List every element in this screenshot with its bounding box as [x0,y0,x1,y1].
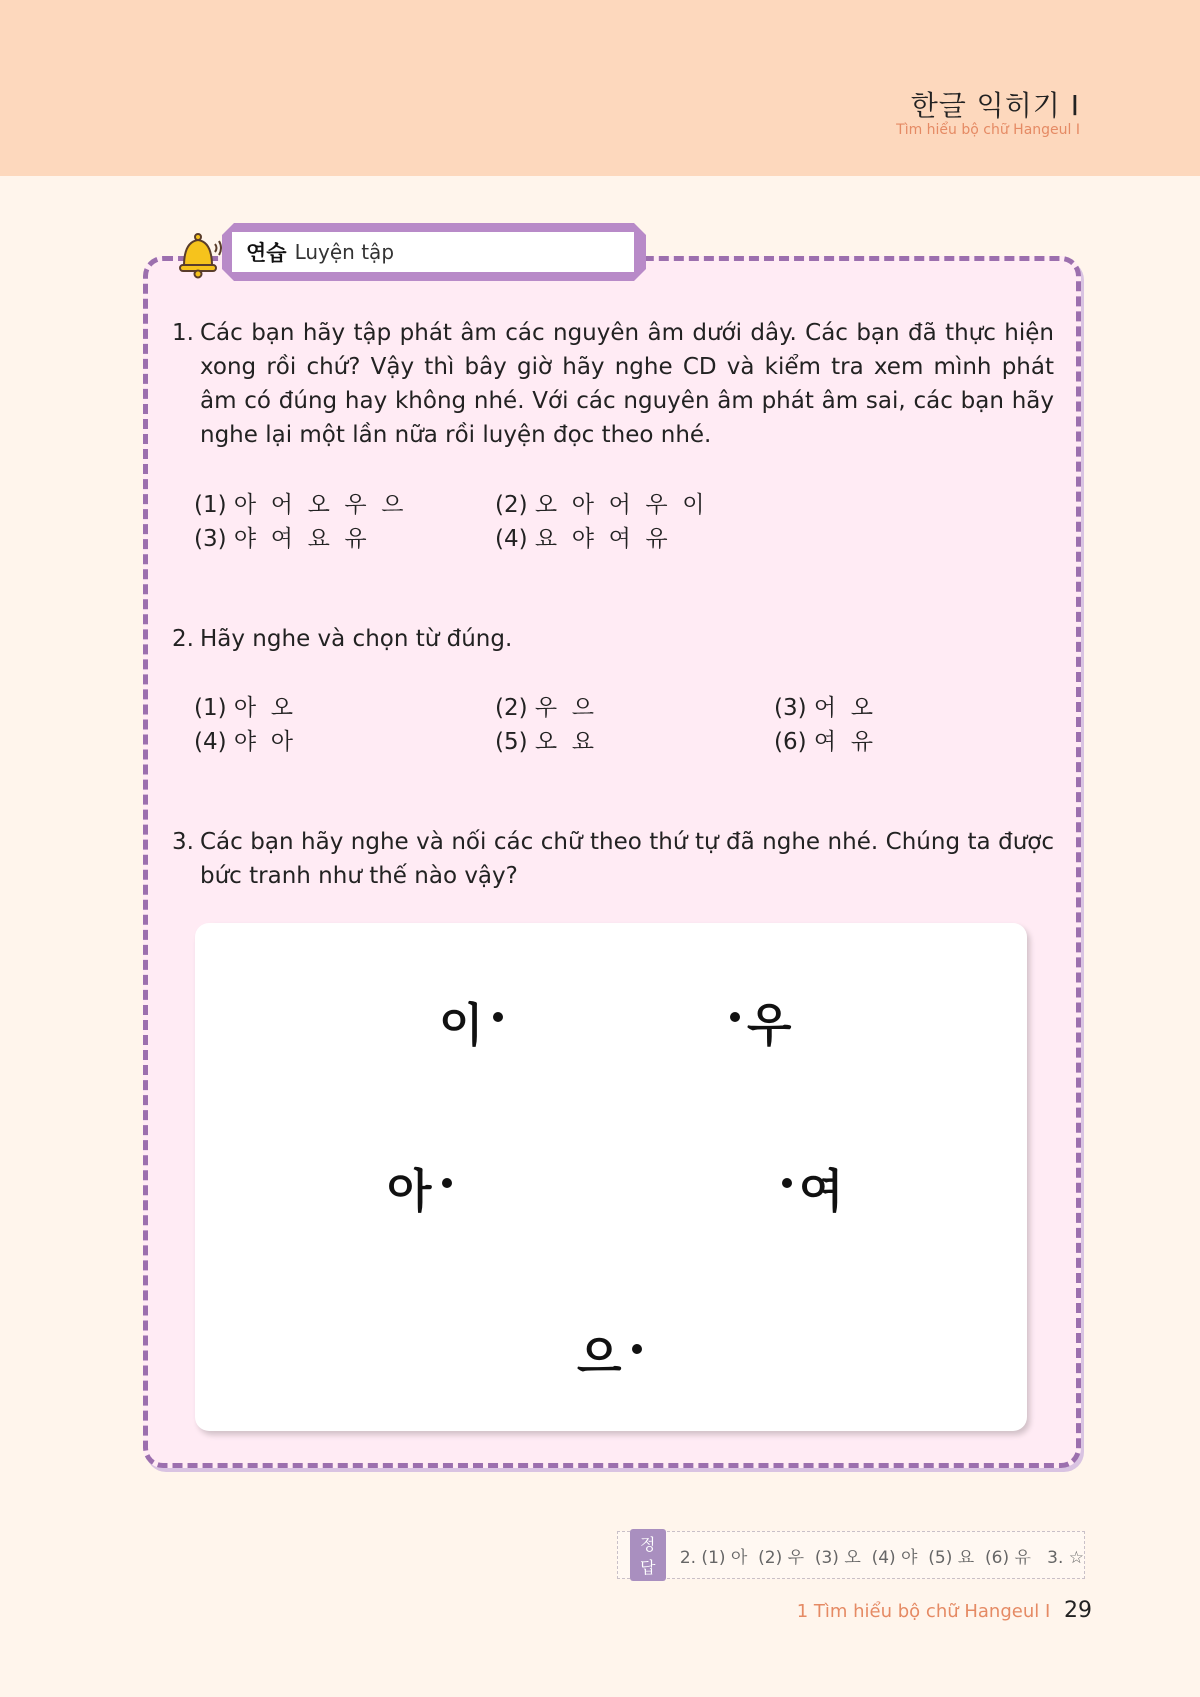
q2-item-3: (3) 어 오 [774,695,873,721]
q2-item-5: (5) 오 요 [495,729,594,755]
bell-icon [176,228,224,280]
question-2-number: 2. [172,626,194,652]
question-2-text: Hãy nghe và chọn từ đúng. [200,626,513,652]
question-1-text: Các bạn hãy tập phát âm các nguyên âm dưới dây. Các bạn đã thực hiện xong rồi chứ? Vậy thì bây giờ hãy nghe CD và kiểm tra xem mình phát âm có đúng hay không nhé. Với các nguyên âm phát âm sai, các bạn hãy nghe lại một lần nữa rồi luyện đọc theo nhé. [200,320,1054,448]
q1-item-3: (3) 야 여 요 유 [194,526,367,552]
q1-item-1: (1) 아 어 오 우 으 [194,492,404,518]
answer-key [617,1531,1085,1579]
question-3 [172,825,1054,893]
dot-label-a: 아 [387,1164,432,1218]
header-subtitle: Tìm hiểu bộ chữ Hangeul I [896,122,1080,138]
question-3-text: Các bạn hãy nghe và nối các chữ theo thứ tự đã nghe nhé. Chúng ta được bức tranh như thế nào vậy? [200,829,1054,889]
section-tab [232,232,634,272]
dot-label-eu: 으 [577,1330,622,1384]
q2-item-1: (1) 아 오 [194,695,293,721]
question-2 [172,622,1054,656]
q2-item-6: (6) 여 유 [774,729,873,755]
q2-item-4: (4) 야 아 [194,729,293,755]
page-footer [797,1598,1092,1623]
dot-label-yeo: 여 [799,1164,844,1218]
connect-dot-i[interactable] [493,1012,503,1022]
dot-label-u: 우 [747,998,792,1052]
answer-badge: 정답 [630,1529,666,1581]
q1-item-4: (4) 요 야 여 유 [495,526,668,552]
q1-item-2: (2) 오 아 어 우 이 [495,492,705,518]
connect-dots-panel [195,923,1027,1431]
section-tab-vietnamese: Luyện tập [294,240,395,264]
page-header [0,0,1200,176]
header-title: 한글 익히기 I [910,89,1080,122]
footer-chapter: 1 Tìm hiểu bộ chữ Hangeul I [796,1601,1051,1622]
connect-dot-u[interactable] [730,1012,740,1022]
dot-label-i: 이 [439,998,484,1052]
page-number: 29 [1064,1598,1092,1623]
question-1 [172,316,1054,452]
question-1-number: 1. [172,320,194,346]
section-tab-korean: 연습 [246,241,287,265]
q2-item-2: (2) 우 으 [495,695,594,721]
connect-dot-eu[interactable] [632,1344,642,1354]
answer-text: 2. (1) 아 (2) 우 (3) 오 (4) 야 (5) 요 (6) 유 3. ☆ [679,1547,1084,1568]
question-3-number: 3. [172,829,194,855]
connect-dot-a[interactable] [442,1178,452,1188]
connect-dot-yeo[interactable] [782,1178,792,1188]
